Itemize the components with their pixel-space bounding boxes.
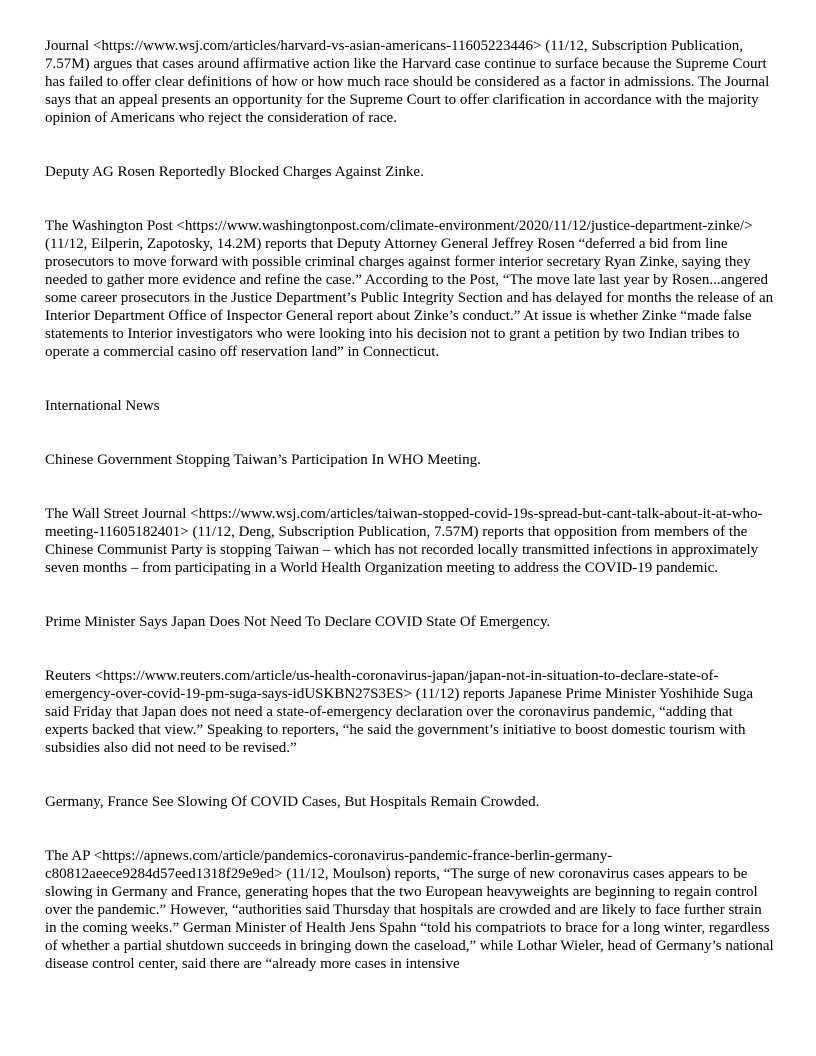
paragraph-spacer <box>45 811 775 847</box>
document-page <box>45 37 778 973</box>
headline-japan-emergency: Prime Minister Says Japan Does Not Need To Declare COVID State Of Emergency. <box>45 614 551 630</box>
body-paragraph-affirmative-action: Journal <https://www.wsj.com/articles/harvard-vs-asian-americans-11605223446> (11/12, Subscription Publication, 7.57M) argues that cases around affirmative action like the Harvard case continue to surface because the Supreme Court has failed to offer clear definitions of how or how much race should be considered as a factor in admissions. The Journal says that an appeal presents an opportunity for the Supreme Court to offer clarification in accordance with the majority opinion of Americans who reject the consideration of race. <box>45 38 773 126</box>
section-heading-international-news: International News <box>45 398 160 414</box>
body-paragraph-japan-emergency: Reuters <https://www.reuters.com/article/us-health-coronavirus-japan/japan-not-in-situation-to-declare-state-of-emergency-over-covid-19-pm-suga-says-idUSKBN27S3ES> (11/12) reports Japanese Prime Minister Yoshihide Suga said Friday that Japan does not need a state-of-emergency declaration over the coronavirus pandemic, “adding that experts backed that view.” Speaking to reporters, “he said the government’s initiative to boost domestic tourism with subsidies also did not need to be revised.” <box>45 668 757 756</box>
body-paragraph-germany-france-covid: The AP <https://apnews.com/article/pandemics-coronavirus-pandemic-france-berlin-germany-c80812aeece9284d57eed1318f29e9ed> (11/12, Moulson) reports, “The surge of new coronavirus cases appears to be slowing in Germany and France, generating hopes that the two European heavyweights are beginning to regain control over the pandemic.” However, “authorities said Thursday that hospitals are crowded and are likely to face further strain in the coming weeks.” German Minister of Health Jens Spahn “told his compatriots to brace for a long winter, regardless of whether a partial shutdown succeeds in bringing down the caseload,” while Lothar Wieler, head of Germany’s national disease control center, said there are “already more cases in intensive <box>45 848 778 972</box>
paragraph-spacer <box>45 631 775 667</box>
paragraph-spacer <box>45 181 775 217</box>
body-paragraph-rosen-zinke: The Washington Post <https://www.washingtonpost.com/climate-environment/2020/11/12/justice-department-zinke/> (11/12, Eilperin, Zapotosky, 14.2M) reports that Deputy Attorney General Jeffrey Rosen “deferred a bid from line prosecutors to move forward with possible criminal charges against former interior secretary Ryan Zinke, saying they needed to gather more evidence and refine the case.” According to the Post, “The move late last year by Rosen...angered some career prosecutors in the Justice Department’s Public Integrity Section and has delayed for months the release of an Interior Department Office of Inspector General report about Zinke’s conduct.” At issue is whether Zinke “made false statements to Interior investigators who were looking into his decision not to grant a petition by two Indian tribes to operate a commercial casino off reservation land” in Connecticut. <box>45 218 777 360</box>
headline-rosen-zinke: Deputy AG Rosen Reportedly Blocked Charges Against Zinke. <box>45 164 424 180</box>
paragraph-spacer <box>45 469 775 505</box>
headline-taiwan-who: Chinese Government Stopping Taiwan’s Participation In WHO Meeting. <box>45 452 481 468</box>
paragraph-spacer <box>45 577 775 613</box>
paragraph-spacer <box>45 127 775 163</box>
paragraph-spacer <box>45 361 775 397</box>
paragraph-spacer <box>45 757 775 793</box>
headline-germany-france-covid: Germany, France See Slowing Of COVID Cases, But Hospitals Remain Crowded. <box>45 794 540 810</box>
body-paragraph-taiwan-who: The Wall Street Journal <https://www.wsj.com/articles/taiwan-stopped-covid-19s-spread-but-cant-talk-about-it-at-who-meeting-11605182401> (11/12, Deng, Subscription Publication, 7.57M) reports that opposition from members of the Chinese Communist Party is stopping Taiwan – which has not recorded locally transmitted infections in approximately seven months – from participating in a World Health Organization meeting to address the COVID-19 pandemic. <box>45 506 763 576</box>
paragraph-spacer <box>45 415 775 451</box>
